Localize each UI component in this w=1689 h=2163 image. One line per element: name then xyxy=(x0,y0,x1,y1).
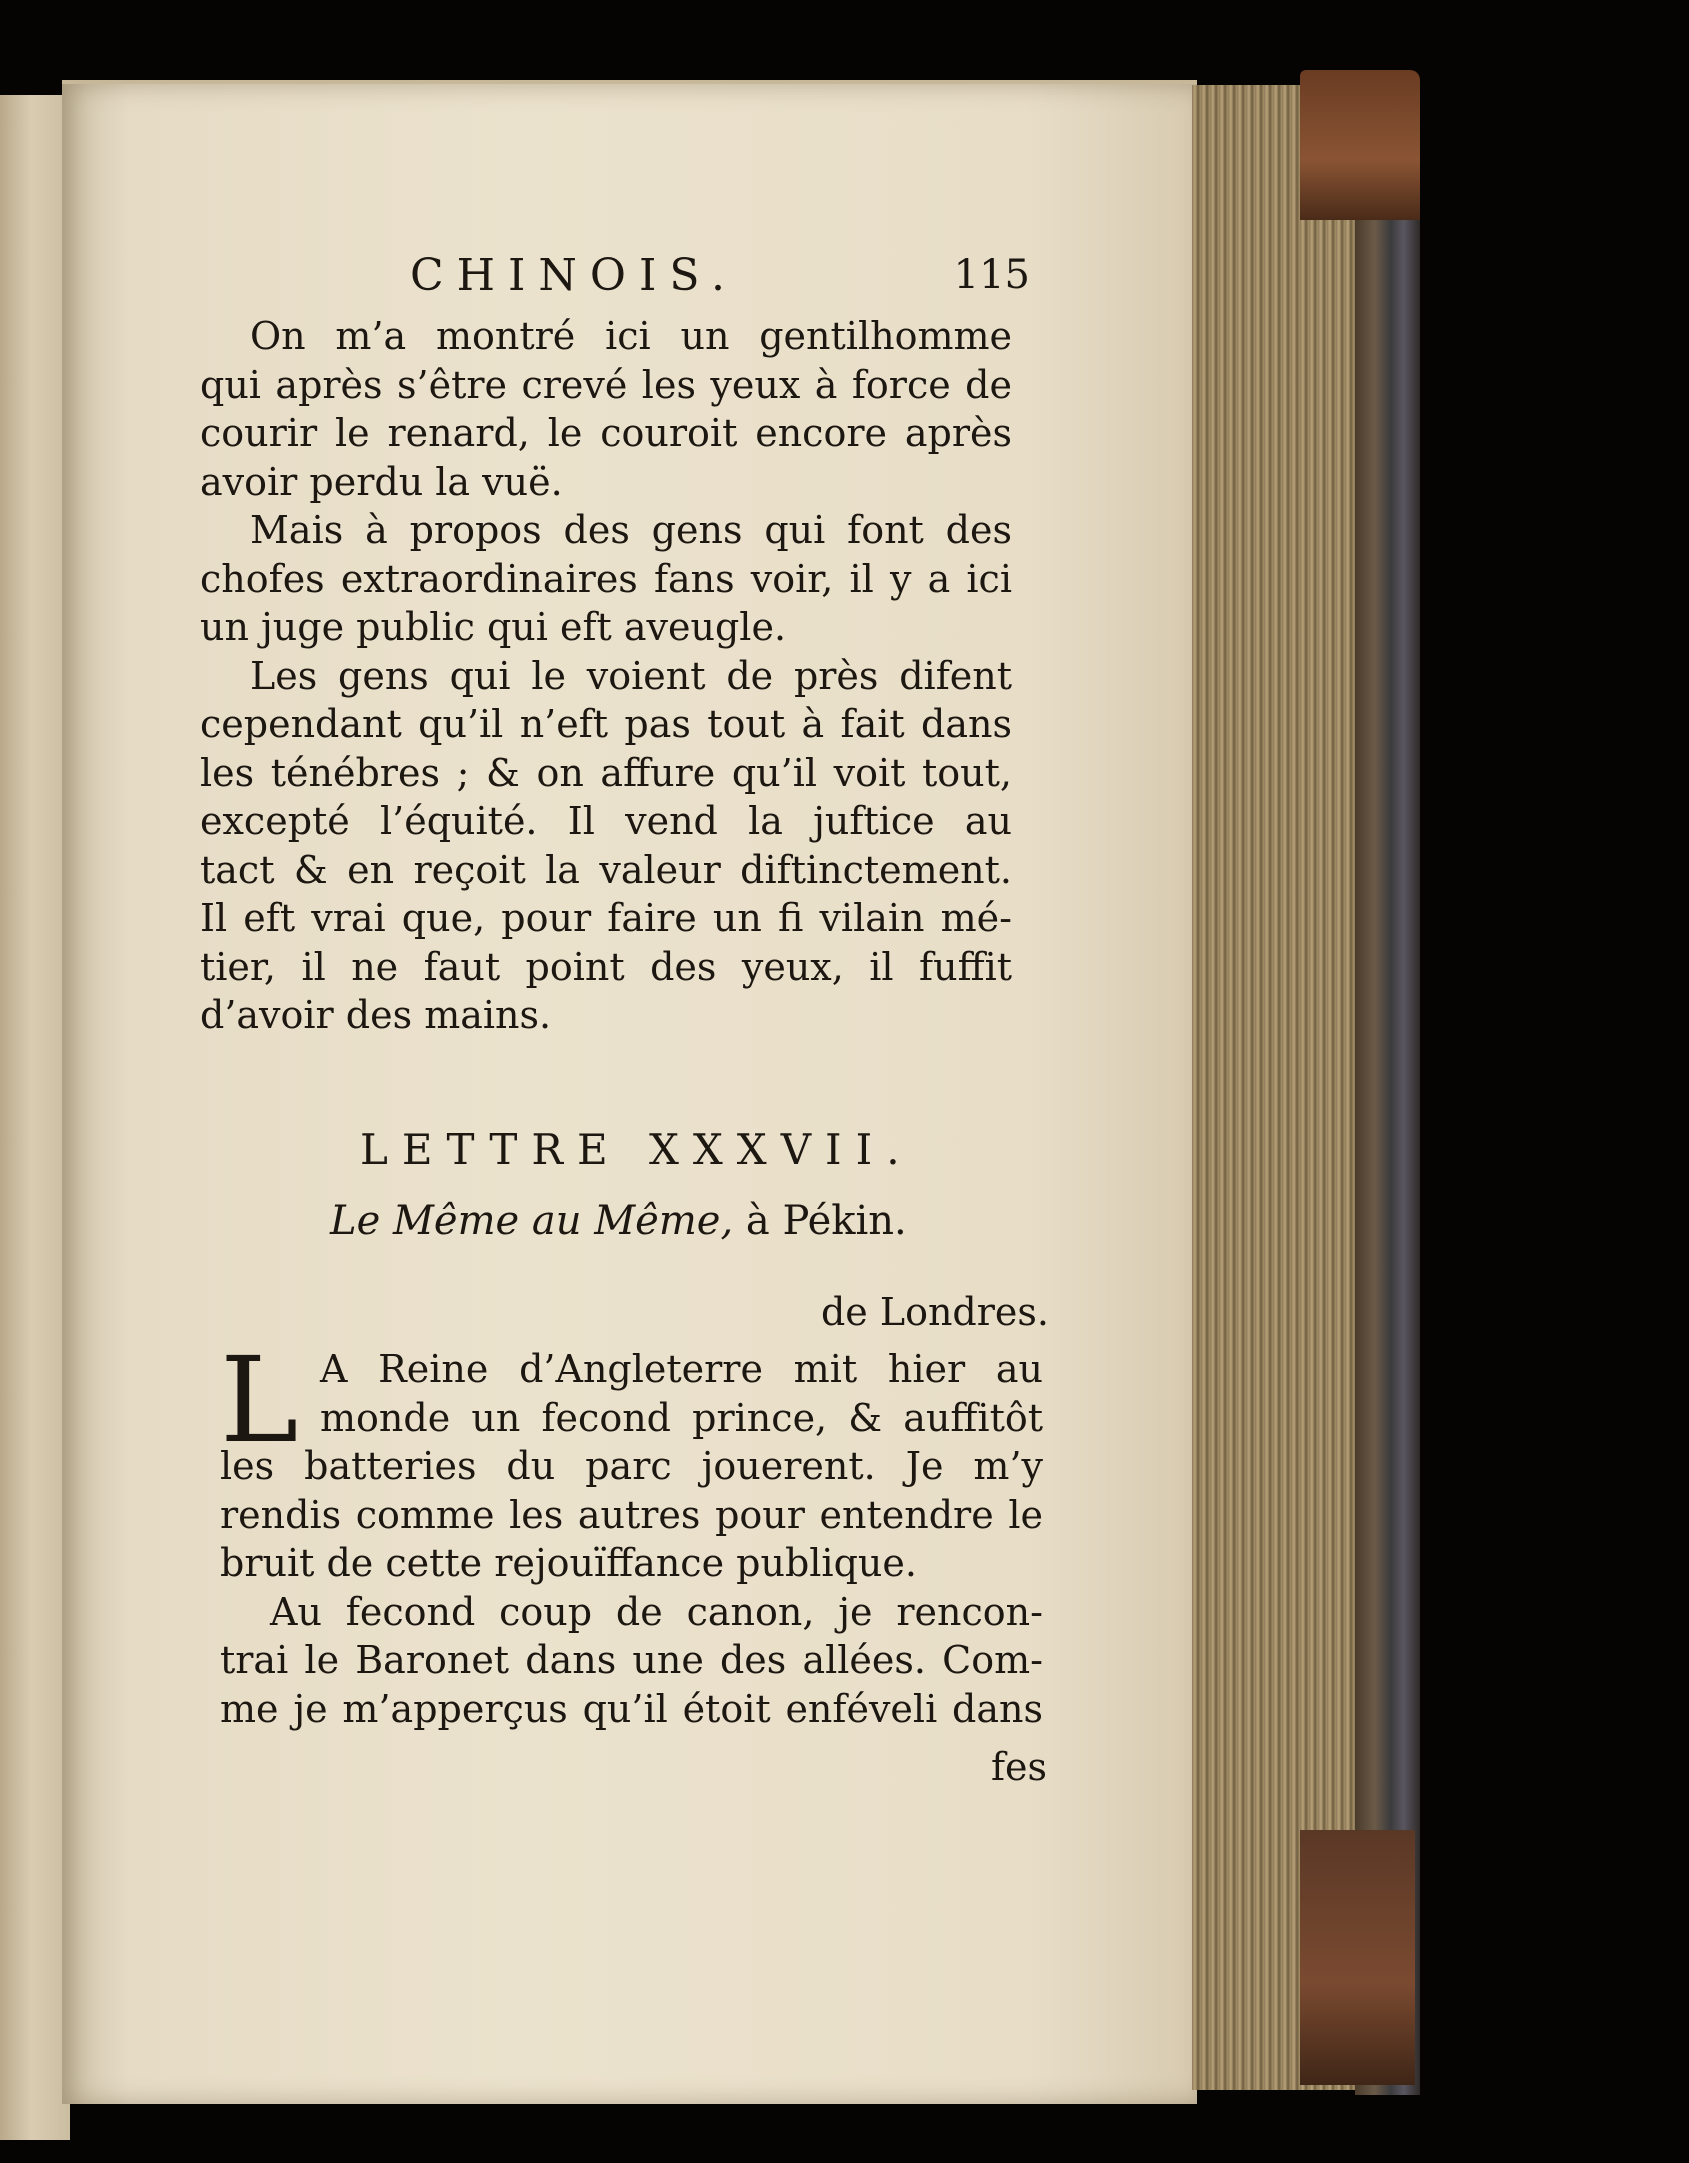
text-line: avoir perdu la vuë. xyxy=(200,459,563,504)
text-line: chofes extraordinaires fans voir, il y a ici xyxy=(200,556,1012,601)
letter-subtitle xyxy=(330,1198,907,1244)
page-edges xyxy=(1192,85,1362,2090)
binding-bottom xyxy=(1300,1830,1415,2085)
letter-place: de Londres. xyxy=(820,1290,1049,1334)
text-line: Au fecond coup de canon, je rencon- xyxy=(270,1589,1043,1634)
book-cover-edge xyxy=(1355,85,1420,2095)
text-line: d’avoir des mains. xyxy=(200,993,552,1037)
text-line: A Reine d’Angleterre mit hier au xyxy=(320,1347,1043,1391)
text-line: cependant qu’il n’eft pas tout à fait dans xyxy=(200,702,1012,746)
text-line: Il eft vrai que, pour faire un fi vilain mé- xyxy=(200,896,1012,940)
text-line: bruit de cette rejouïffance publique. xyxy=(220,1541,917,1585)
text-line: un juge public qui eft aveugle. xyxy=(200,605,787,649)
running-header xyxy=(410,250,1030,306)
text-line: trai le Baronet dans une des allées. Com- xyxy=(220,1638,1043,1682)
text-line: excepté l’équité. Il vend la juftice au xyxy=(200,799,1012,843)
text-line: me je m’apperçus qu’il étoit enféveli dans xyxy=(220,1686,1043,1731)
text-line: les ténébres ; & on affure qu’il voit tout, xyxy=(200,750,1012,795)
text-line: les batteries du parc jouerent. Je m’y xyxy=(220,1444,1043,1488)
text-line: qui après s’être crevé les yeux à force de xyxy=(200,362,1012,407)
text-line: courir le renard, le couroit encore après xyxy=(200,411,1012,455)
drop-cap: L xyxy=(220,1331,299,1469)
facing-page-edge xyxy=(0,95,70,2140)
binding-top xyxy=(1300,70,1420,220)
text-line: tier, il ne faut point des yeux, il fuffit xyxy=(200,944,1012,989)
page-number: 115 xyxy=(953,252,1030,298)
text-line: rendis comme les autres pour entendre le xyxy=(220,1492,1043,1537)
text-section-2 xyxy=(220,1331,1043,1733)
running-title: CHINOIS. xyxy=(410,250,738,301)
letter-subtitle-rest: à Pékin. xyxy=(733,1198,907,1244)
catchword: fes xyxy=(990,1745,1047,1789)
letter-title: LETTRE XXXVII. xyxy=(360,1125,914,1174)
text-line: Les gens qui le voient de près difent xyxy=(250,653,1012,698)
text-line: On m’a montré ici un gentilhomme xyxy=(250,314,1012,358)
text-line: monde un fecond prince, & auffitôt xyxy=(320,1395,1043,1440)
text-line: tact & en reçoit la valeur diftinctement. xyxy=(200,847,1012,892)
letter-subtitle-italic: Le Même au Même, xyxy=(330,1198,734,1244)
text-section-1 xyxy=(200,312,1012,1040)
text-line: Mais à propos des gens qui font des xyxy=(250,508,1012,552)
